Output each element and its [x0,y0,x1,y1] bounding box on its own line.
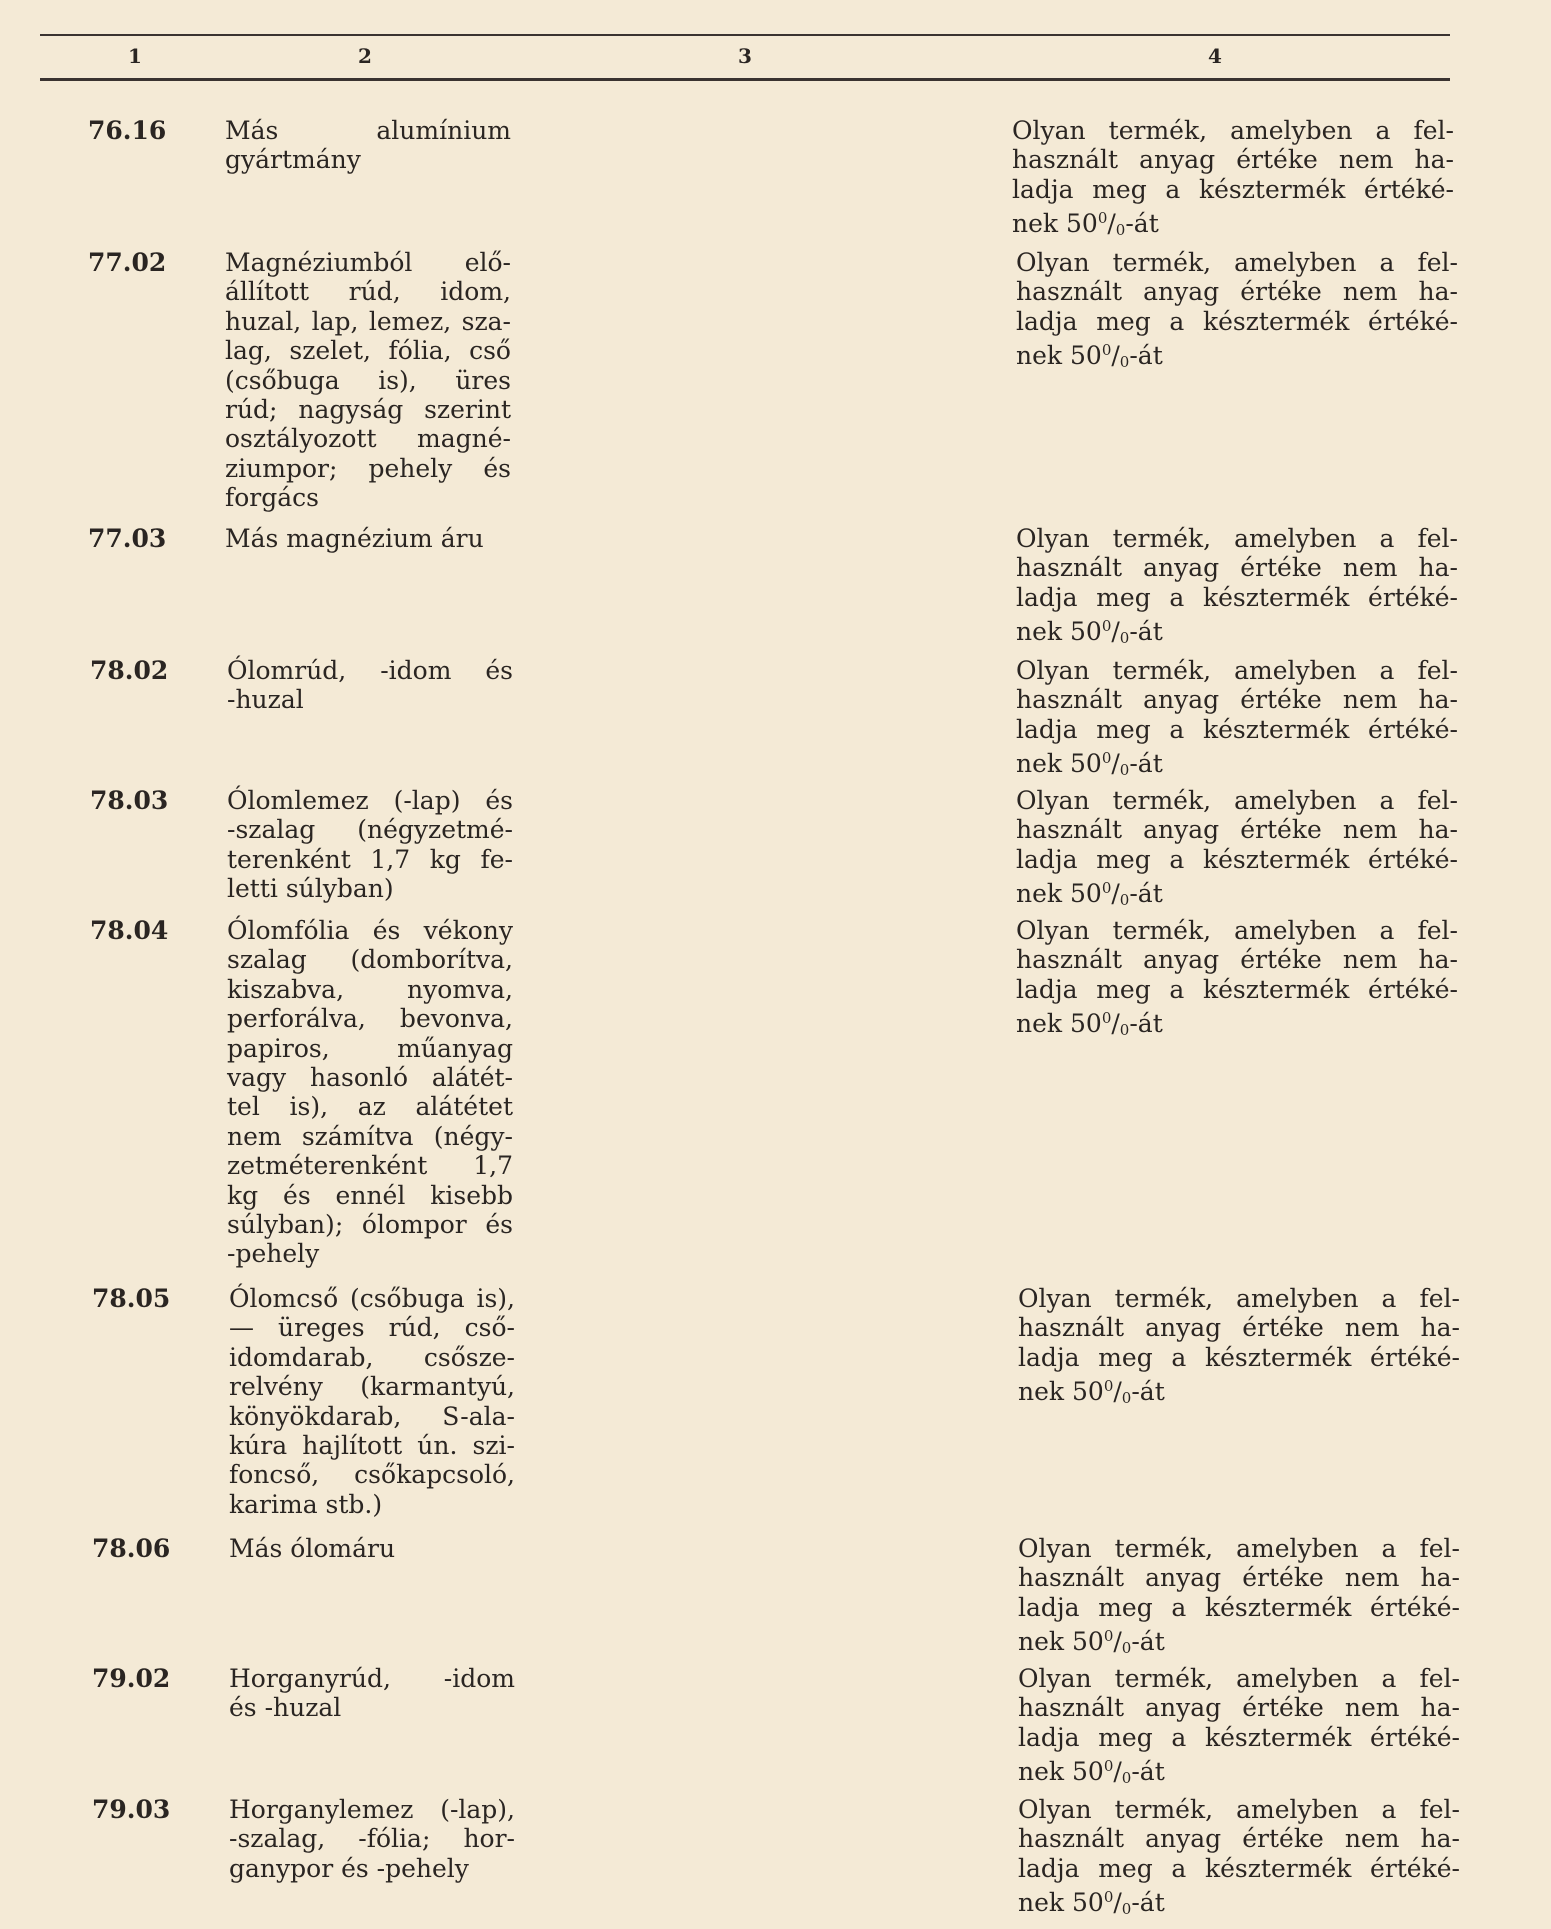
product-description [225,524,511,553]
tariff-code: 78.02 [90,656,169,685]
condition-line [1016,583,1458,612]
tariff-code: 78.03 [90,786,169,815]
description-line: Más magnézium áru [225,524,484,553]
description-line: forgács [225,483,319,513]
percent-sub: 0 [1119,353,1130,372]
description-line: ziumpor; pehely és [225,453,511,483]
product-description [225,248,511,513]
condition-line [1016,277,1458,306]
percent-sup: 0 [1101,749,1112,768]
condition-line-text: használt anyag értéke nem ha- [1016,277,1458,307]
product-description [229,1664,515,1723]
condition-line-text: nek 50 [1016,879,1102,909]
condition-line [1018,1752,1460,1793]
condition-line-text: ladja meg a késztermék értéké- [1016,844,1458,874]
condition-line [1012,116,1454,145]
condition-line-text: Olyan termék, amelyben a fel- [1016,916,1458,945]
tariff-code: 79.03 [92,1795,171,1824]
percent-sub: 0 [1119,629,1130,648]
description-line: zetméterenként 1,7 [227,1151,513,1181]
condition-line-text: ladja meg a késztermék értéké- [1018,1853,1460,1883]
description-line: Magnéziumból elő- [225,248,511,277]
condition-line [1018,1664,1460,1693]
percent-sup: 0 [1097,209,1108,228]
origin-condition [1016,786,1458,916]
percent-sub: 0 [1121,1639,1132,1658]
condition-line [1018,1622,1460,1663]
origin-condition [1018,1284,1460,1414]
condition-line-text: ladja meg a késztermék értéké- [1016,306,1458,336]
description-line: Ólomfólia és vékony [227,916,513,945]
condition-line [1016,744,1458,785]
description-line: idomdarab, csősze- [229,1342,515,1372]
condition-line-text: ladja meg a késztermék értéké- [1018,1722,1460,1752]
percent-sup: 0 [1101,1009,1112,1028]
condition-line [1016,815,1458,844]
condition-line-text: használt anyag értéke nem ha- [1018,1313,1460,1343]
description-line: szalag (domborítva, [227,945,513,975]
description-line: relvény (karmantyú, [229,1372,515,1402]
condition-line-text: nek 50 [1018,1377,1104,1407]
percent-tail: -át [1129,341,1163,371]
percent-slash: / [1111,749,1120,779]
percent-slash: / [1111,617,1120,647]
condition-line [1016,845,1458,874]
product-description [229,1284,515,1519]
condition-line-text: Olyan termék, amelyben a fel- [1016,248,1458,277]
description-line: kúra hajlított ún. szi- [229,1431,515,1461]
origin-condition [1016,524,1458,654]
percent-slash: / [1113,1377,1122,1407]
product-description [225,116,511,175]
condition-line [1018,1284,1460,1313]
percent-tail: -át [1129,879,1163,909]
condition-line [1016,945,1458,974]
description-line: huzal, lap, lemez, sza- [225,306,511,336]
description-line: (csőbuga is), üres [225,365,511,395]
condition-line-text: használt anyag értéke nem ha- [1018,1693,1460,1723]
condition-line-text: nek 50 [1018,1888,1104,1918]
description-line: -huzal [227,685,304,715]
condition-line [1016,786,1458,815]
condition-line [1012,145,1454,174]
origin-condition [1018,1534,1460,1664]
condition-line [1018,1593,1460,1622]
percent-sub: 0 [1119,891,1130,910]
condition-line-text: nek 50 [1016,749,1102,779]
description-line: foncső, csőkapcsoló, [229,1460,515,1490]
condition-line [1016,975,1458,1004]
column-number-1: 1 [128,44,142,68]
tariff-code: 78.04 [90,916,169,945]
tariff-code: 77.03 [88,524,167,553]
condition-line [1016,916,1458,945]
condition-line [1016,874,1458,915]
origin-condition [1018,1664,1460,1794]
percent-tail: -át [1131,1627,1165,1657]
description-line: perforálva, bevonva, [227,1004,513,1034]
condition-line [1016,524,1458,553]
description-line: Más ólomáru [229,1534,396,1563]
condition-line-text: ladja meg a késztermék értéké- [1016,714,1458,744]
description-line: Horganylemez (-lap), [229,1795,515,1824]
condition-line-text: ladja meg a késztermék értéké- [1016,974,1458,1004]
condition-line [1012,175,1454,204]
percent-slash: / [1113,1627,1122,1657]
description-line: karima stb.) [229,1489,383,1519]
description-line: Ólomcső (csőbuga is), [229,1284,515,1313]
description-line: Ólomlemez (-lap) és [227,786,513,815]
condition-line [1018,1343,1460,1372]
condition-line [1016,553,1458,582]
condition-line [1018,1534,1460,1563]
description-line: tel is), az alátétet [227,1092,513,1122]
percent-sub: 0 [1121,1900,1132,1919]
condition-line-text: nek 50 [1012,209,1098,239]
condition-line-text: nek 50 [1018,1627,1104,1657]
condition-line-text: használt anyag értéke nem ha- [1016,945,1458,975]
condition-line-text: használt anyag értéke nem ha- [1016,815,1458,845]
description-line: -szalag, -fólia; hor- [229,1824,515,1854]
condition-line-text: ladja meg a késztermék értéké- [1018,1342,1460,1372]
percent-tail: -át [1129,749,1163,779]
header-bottom-rule [40,78,1450,81]
percent-sub: 0 [1121,1389,1132,1408]
column-number-4: 4 [1208,44,1222,68]
description-line: nem számítva (négy- [227,1121,513,1151]
condition-line [1018,1563,1460,1592]
origin-condition [1016,248,1458,378]
product-description [229,1534,515,1563]
condition-line-text: Olyan termék, amelyben a fel- [1018,1284,1460,1313]
tariff-code: 79.02 [92,1664,171,1693]
condition-line [1016,248,1458,277]
percent-sup: 0 [1103,1377,1114,1396]
condition-line [1016,715,1458,744]
condition-line [1018,1883,1460,1924]
column-number-2: 2 [358,44,372,68]
condition-line-text: nek 50 [1016,341,1102,371]
description-line: állított rúd, idom, [225,277,511,307]
percent-tail: -át [1131,1757,1165,1787]
condition-line-text: Olyan termék, amelyben a fel- [1018,1795,1460,1824]
header-top-rule [40,34,1450,36]
percent-sub: 0 [1119,1021,1130,1040]
condition-line-text: használt anyag értéke nem ha- [1016,553,1458,583]
condition-line-text: nek 50 [1018,1757,1104,1787]
condition-line-text: Olyan termék, amelyben a fel- [1018,1664,1460,1693]
percent-slash: / [1113,1757,1122,1787]
percent-slash: / [1111,879,1120,909]
description-line: kiszabva, nyomva, [227,974,513,1004]
percent-slash: / [1107,209,1116,239]
condition-line [1016,612,1458,653]
percent-sup: 0 [1101,617,1112,636]
percent-slash: / [1111,1009,1120,1039]
description-line: -szalag (négyzetmé- [227,815,513,845]
percent-tail: -át [1129,1009,1163,1039]
percent-sup: 0 [1101,341,1112,360]
percent-sub: 0 [1119,761,1130,780]
condition-line-text: nek 50 [1016,617,1102,647]
percent-sup: 0 [1101,879,1112,898]
description-line: kg és ennél kisebb [227,1180,513,1210]
description-line: papiros, műanyag [227,1033,513,1063]
tariff-code: 77.02 [88,248,167,277]
description-line: Ólomrúd, -idom és [227,656,513,685]
condition-line-text: használt anyag értéke nem ha- [1016,685,1458,715]
origin-condition [1018,1795,1460,1925]
condition-line [1018,1723,1460,1752]
condition-line [1018,1372,1460,1413]
product-description [227,656,513,715]
condition-line [1018,1824,1460,1853]
description-line: -pehely [227,1239,320,1269]
condition-line-text: ladja meg a késztermék értéké- [1012,174,1454,204]
origin-condition [1016,916,1458,1046]
percent-sup: 0 [1103,1757,1114,1776]
condition-line [1018,1854,1460,1883]
description-line: osztályozott magné- [225,424,511,454]
condition-line [1012,204,1454,245]
percent-sub: 0 [1115,221,1126,240]
tariff-code: 76.16 [88,116,167,145]
percent-tail: -át [1129,617,1163,647]
percent-tail: -át [1125,209,1159,239]
condition-line-text: ladja meg a késztermék értéké- [1016,582,1458,612]
condition-line [1018,1693,1460,1722]
tariff-code: 78.06 [92,1534,171,1563]
condition-line [1016,656,1458,685]
percent-tail: -át [1131,1377,1165,1407]
condition-line-text: ladja meg a késztermék értéké- [1018,1592,1460,1622]
description-line: rúd; nagyság szerint [225,395,511,425]
description-line: ganypor és -pehely [229,1853,469,1883]
condition-line-text: Olyan termék, amelyben a fel- [1016,524,1458,553]
description-line: letti súlyban) [227,874,394,904]
percent-tail: -át [1131,1888,1165,1918]
description-line: Más alumínium [225,116,511,145]
column-number-3: 3 [738,44,752,68]
condition-line-text: Olyan termék, amelyben a fel- [1012,116,1454,145]
description-line: Horganyrúd, -idom [229,1664,515,1693]
condition-line [1018,1795,1460,1824]
condition-line-text: Olyan termék, amelyben a fel- [1016,656,1458,685]
condition-line-text: Olyan termék, amelyben a fel- [1016,786,1458,815]
condition-line [1016,307,1458,336]
product-description [227,916,513,1269]
percent-sup: 0 [1103,1627,1114,1646]
condition-line-text: használt anyag értéke nem ha- [1012,145,1454,175]
condition-line [1018,1313,1460,1342]
product-description [227,786,513,904]
origin-condition [1016,656,1458,786]
tariff-code: 78.05 [92,1284,171,1313]
condition-line-text: használt anyag értéke nem ha- [1018,1824,1460,1854]
condition-line [1016,685,1458,714]
origin-condition [1012,116,1454,246]
description-line: és -huzal [229,1693,342,1723]
description-line: — üreges rúd, cső- [229,1313,515,1343]
description-line: gyártmány [225,145,361,175]
condition-line-text: használt anyag értéke nem ha- [1018,1563,1460,1593]
condition-line [1016,336,1458,377]
percent-slash: / [1111,341,1120,371]
condition-line-text: nek 50 [1016,1009,1102,1039]
description-line: súlyban); ólompor és [227,1210,513,1240]
description-line: könyökdarab, S-ala- [229,1401,515,1431]
percent-sub: 0 [1121,1769,1132,1788]
description-line: lag, szelet, fólia, cső [225,336,511,366]
percent-slash: / [1113,1888,1122,1918]
description-line: vagy hasonló alátét- [227,1063,513,1093]
percent-sup: 0 [1103,1888,1114,1907]
condition-line-text: Olyan termék, amelyben a fel- [1018,1534,1460,1563]
description-line: terenként 1,7 kg fe- [227,844,513,874]
condition-line [1016,1004,1458,1045]
product-description [229,1795,515,1883]
